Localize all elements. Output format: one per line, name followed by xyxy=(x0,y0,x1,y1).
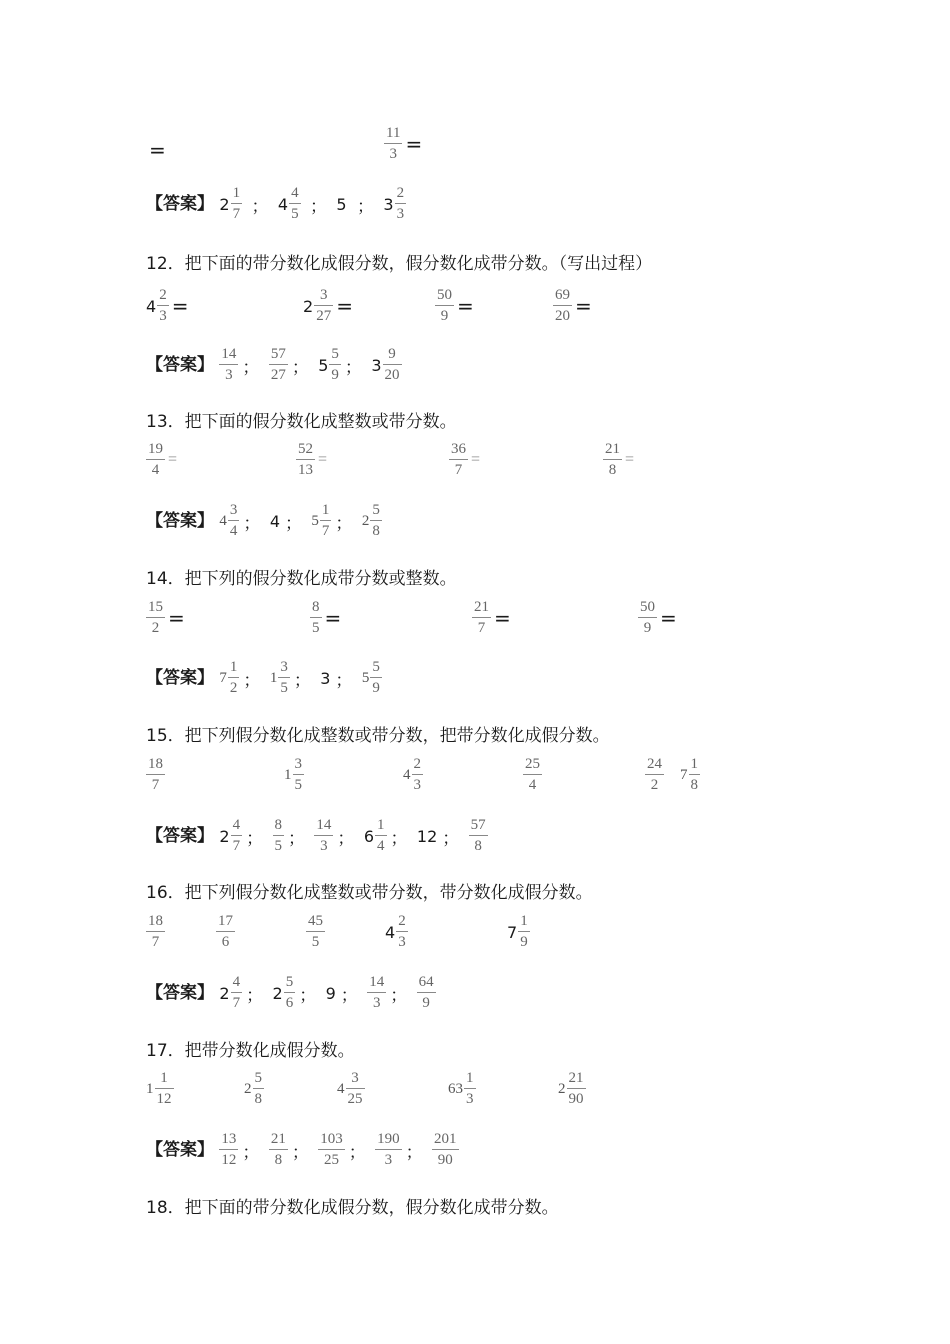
question-14-title: 14．把下列的假分数化成带分数或整数。 xyxy=(146,569,457,589)
answer-11: 【答案】 2 $\frac{1}{7}$ ； 4 $\frac{4}{5}$ ； 5 ； 3 $\frac{2}{3}$ xyxy=(146,185,405,222)
question-17-title: 17．把带分数化成假分数。 xyxy=(146,1041,355,1061)
q13-problem-1: $\frac{19}{4}$ = xyxy=(148,441,178,478)
q15-problem-3: 4 $\frac{2}{3}$ xyxy=(403,756,421,793)
q12-problem-2: 2 $\frac{3}{27}$ = xyxy=(303,287,353,324)
q13-problem-3: $\frac{36}{7}$ = xyxy=(451,441,481,478)
q16-problem-3: $\frac{45}{5}$ xyxy=(308,913,323,950)
q15-problem-2: 1 $\frac{3}{5}$ xyxy=(284,756,302,793)
q17-problem-3: 4 $\frac{3}{25}$ xyxy=(337,1070,363,1107)
q15-problem-5: $\frac{24}{2}$ xyxy=(647,756,662,793)
q16-problem-4: 4 $\frac{2}{3}$ xyxy=(385,913,406,950)
question-16-title: 16．把下列假分数化成整数或带分数，带分数化成假分数。 xyxy=(146,883,593,903)
q15-problem-4: $\frac{25}{4}$ xyxy=(525,756,540,793)
q14-problem-3: $\frac{21}{7}$ = xyxy=(474,599,511,636)
q17-problem-5: 2 $\frac{21}{90}$ xyxy=(558,1070,584,1107)
question-15-title: 15．把下列假分数化成整数或带分数，把带分数化成假分数。 xyxy=(146,726,610,746)
q12-problem-4: $\frac{69}{20}$ = xyxy=(555,287,592,324)
q13-problem-2: $\frac{52}{13}$ = xyxy=(298,441,328,478)
q15-problem-1: $\frac{18}{7}$ xyxy=(148,756,163,793)
q14-problem-2: $\frac{8}{5}$ = xyxy=(312,599,342,636)
question-13-title: 13．把下面的假分数化成整数或带分数。 xyxy=(146,412,457,432)
q13-problem-4: $\frac{21}{8}$ = xyxy=(605,441,635,478)
fraction: $\frac{11}{3}$ xyxy=(386,125,401,162)
answer-17: 【答案】 $\frac{13}{12}$ ； $\frac{21}{8}$ ； $\frac{103}{25}$ ； $\frac{190}{3}$ ； $\frac{201}{90}$ xyxy=(146,1131,457,1168)
q17-problem-2: 2 $\frac{5}{8}$ xyxy=(244,1070,262,1107)
answer-14: 【答案】 7 $\frac{1}{2}$ ； 1 $\frac{3}{5}$ ； 3 ； 5 $\frac{5}{9}$ xyxy=(146,659,380,696)
q16-problem-2: $\frac{17}{6}$ xyxy=(218,913,233,950)
q16-problem-1: $\frac{18}{7}$ xyxy=(148,913,163,950)
answer-13: 【答案】 4 $\frac{3}{4}$ ； 4 ； 5 $\frac{1}{7}$ ； 2 $\frac{5}{8}$ xyxy=(146,502,380,539)
q15-problem-6: 7 $\frac{1}{8}$ xyxy=(680,756,698,793)
question-12-title: 12．把下面的带分数化成假分数，假分数化成带分数。（写出过程） xyxy=(146,254,653,274)
q12-problem-1: 4 $\frac{2}{3}$ = xyxy=(146,287,189,324)
q16-problem-5: 7 $\frac{1}{9}$ xyxy=(507,913,528,950)
top-fraction: $\frac{11}{3}$ = xyxy=(386,125,423,162)
q17-problem-1: 1 $\frac{1}{12}$ xyxy=(146,1070,172,1107)
q14-problem-1: $\frac{15}{2}$ = xyxy=(148,599,185,636)
answer-15: 【答案】 2 $\frac{4}{7}$ ； $\frac{8}{5}$ ； $\frac{14}{3}$ ； 6 $\frac{1}{4}$ ； 12 ； $\frac{57}{8}$ xyxy=(146,817,486,854)
answer-16: 【答案】 2 $\frac{4}{7}$ ； 2 $\frac{5}{6}$ ； 9 ； $\frac{14}{3}$ ； $\frac{64}{9}$ xyxy=(146,974,434,1011)
answer-12: 【答案】 $\frac{14}{3}$ ； $\frac{57}{27}$ ； 5 $\frac{5}{9}$ ； 3 $\frac{9}{20}$ xyxy=(146,346,400,383)
question-18-title: 18．把下面的带分数化成假分数，假分数化成带分数。 xyxy=(146,1198,559,1218)
q17-problem-4: 63 $\frac{1}{3}$ xyxy=(448,1070,474,1107)
q12-problem-3: $\frac{50}{9}$ = xyxy=(437,287,474,324)
top-equals-left: = xyxy=(149,138,166,162)
q14-problem-4: $\frac{50}{9}$ = xyxy=(640,599,677,636)
